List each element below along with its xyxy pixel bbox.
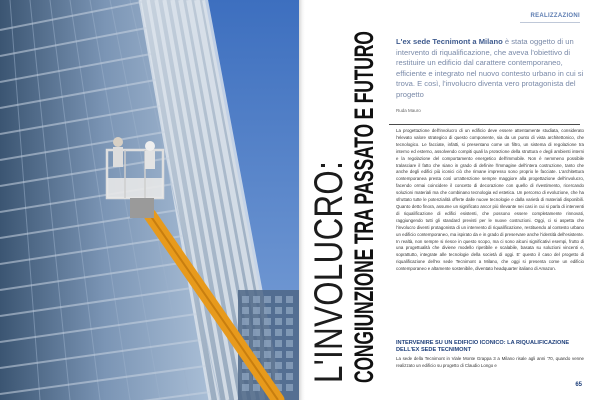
- distant-window: [264, 296, 271, 303]
- distant-window: [253, 307, 260, 314]
- body-text-2: [396, 356, 584, 370]
- subheading: INTERVENIRE SU UN EDIFICIO ICONICO: LA RIQUALIFICAZIONE DELL'EX SEDE TECNIMONT: [396, 340, 570, 353]
- title-line-1: L'INVOLUCRO:: [307, 160, 351, 383]
- distant-window: [264, 318, 271, 325]
- distant-window: [275, 307, 282, 314]
- lead-paragraph: [396, 37, 584, 101]
- title-line-2: CONGIUNZIONE TRA PASSATO E FUTURO: [349, 31, 379, 383]
- vertical-title: [307, 12, 385, 392]
- body-text: [396, 128, 584, 273]
- distant-window: [286, 373, 293, 380]
- distant-window: [242, 296, 249, 303]
- page-number: 65: [575, 382, 582, 388]
- distant-window: [286, 296, 293, 303]
- distant-window: [242, 329, 249, 336]
- building-facade-photo: [0, 0, 299, 400]
- lead-rest: è stata oggetto di un intervento di riqualificazione, che aveva l'obiettivo di restituire un edificio dal carattere contemporaneo, efficiente e integrato nel nuovo contesto urbano in cui si trova. E così, l'involucro diventa vero protagonista del progetto: [396, 37, 584, 99]
- distant-window: [275, 362, 282, 369]
- distant-window: [264, 329, 271, 336]
- distant-window: [242, 307, 249, 314]
- distant-window: [275, 296, 282, 303]
- distant-window: [286, 307, 293, 314]
- distant-window: [242, 373, 249, 380]
- section-label: REALIZZAZIONI: [530, 13, 580, 19]
- distant-window: [253, 296, 260, 303]
- distant-window: [275, 373, 282, 380]
- distant-window: [253, 318, 260, 325]
- distant-window: [264, 307, 271, 314]
- distant-window: [264, 362, 271, 369]
- body-paragraph-2: La sede della Tecnimont in Viale Monte Grappa 3 a Milano risale agli anni '70, quando venne realizzato un edificio su progetto di Claudio Longo e: [396, 356, 584, 368]
- distant-window: [286, 329, 293, 336]
- distant-window: [253, 329, 260, 336]
- lead-strong: L'ex sede Tecnimont a Milano: [396, 37, 503, 46]
- distant-window: [286, 384, 293, 391]
- distant-window: [286, 340, 293, 347]
- body-paragraph: La progettazione dell'involucro di un edificio deve essere attentamente studiata, considerato l'elevato valore strategico di questo componente, sia da un punto di vista architettonico, che tecnologico. Le facciate, infatti, si presentano come un filtro, un sistema di regolazione tra interno ed esterno, assolvendo compiti quali la protezione della struttura e degli ambienti interni e la regolazione del comportamento energetico dell'immobile. Non è nemmeno possibile tralasciare il fatto che siano in grado di definire l'immagine dell'intera costruzione, tanto che anche degli edifici più iconici ciò che rimane impresso sono proprio le facciate. L'architettura contemporanea presta così un'attenzione sempre maggiore alla progettazione dell'involucro, facendo ormai coincidere il concetto di decorazione con quello di rivestimento, ricercando soluzioni materiali ma che combinano tecnologia ed estetica. Un percorso di evoluzione, che ha sfruttato tutte le potenzialità offerte dalle nuove tecnologie e dalla varietà di materiali disponibili. Quanto detto finora, assume un significato ancor più rilevante nei casi in cui si parla di interventi di riqualificazione di edifici esistenti, che possono essere completamente rinnovati, raggiungendo tutti gli standard previsti per le nuove costruzioni. Oggi, ci si aspetta che l'involucro diventi protagonista di un intervento di riqualificazione, restituendo al contesto urbano un edificio contemporaneo, ma ispirato da e in grado di preservare anche l'identità dell'esistente. In realtà, non sempre si riesce in questo scopo, ma ci sono alcuni significativi esempi, frutto di una progettualità che diviene modello ripetibile e scalabile, basata su soluzioni vincenti e, soprattutto, integrate alle tecnologie della società di oggi. E' questo il caso del progetto di riqualificazione dell'ex sede Tecnimont a Milano, che oggi si presenta come un edificio contemporaneo e altamente sostenibile, diventato headquarter italiano di Amazon.: [396, 128, 584, 272]
- distant-window: [275, 318, 282, 325]
- divider: [389, 124, 580, 125]
- distant-window: [264, 340, 271, 347]
- distant-window: [253, 384, 260, 391]
- distant-window: [286, 362, 293, 369]
- distant-window: [264, 351, 271, 358]
- page-gutter: [299, 0, 305, 400]
- facade-illustration: [0, 0, 299, 400]
- author: Ruda Mauro: [396, 108, 421, 113]
- distant-window: [286, 318, 293, 325]
- distant-window: [253, 340, 260, 347]
- distant-window: [275, 329, 282, 336]
- distant-window: [242, 318, 249, 325]
- section-rule: [520, 22, 580, 23]
- distant-window: [286, 351, 293, 358]
- distant-window: [242, 384, 249, 391]
- distant-window: [275, 340, 282, 347]
- distant-window: [275, 351, 282, 358]
